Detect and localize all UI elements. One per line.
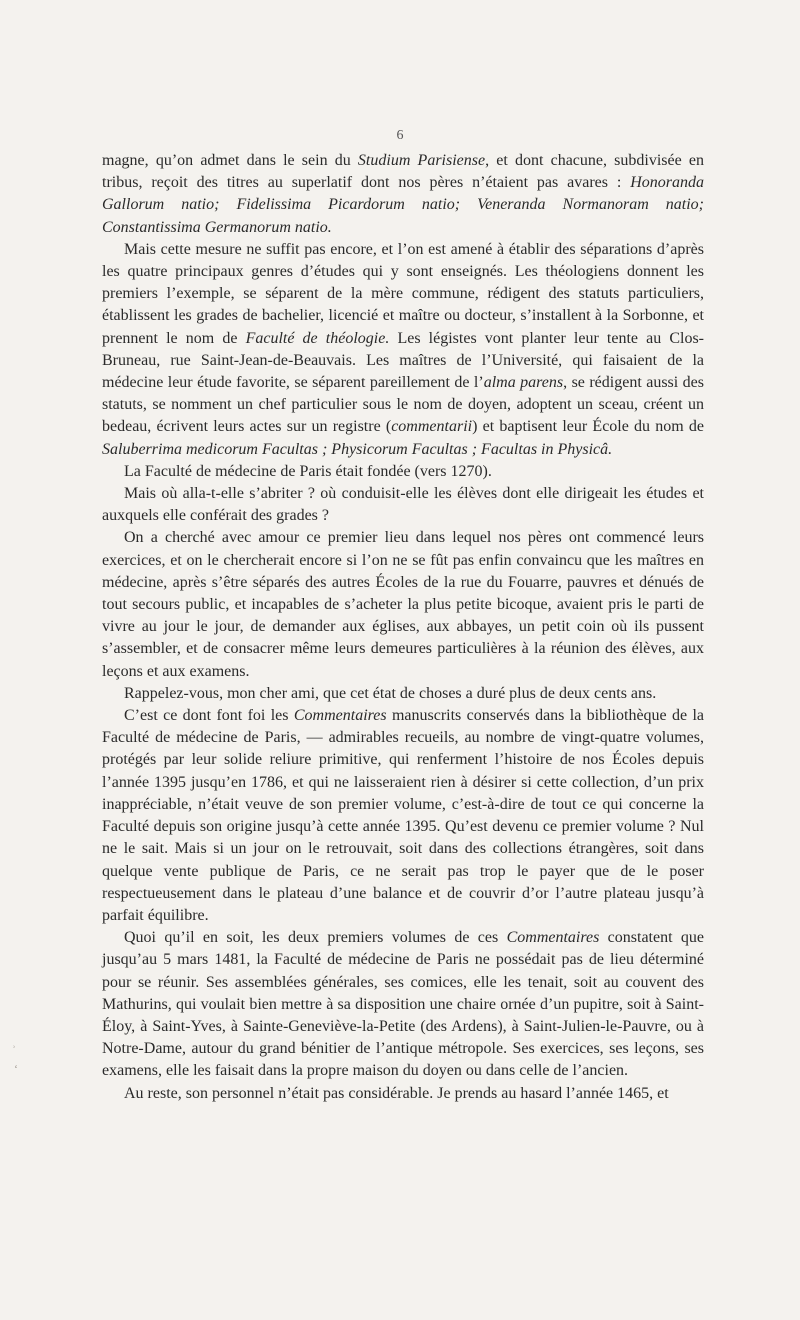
text-run: , se rédigent aussi des statuts, se nomment un chef particulier sous le nom de doyen, adoptent un sceau, créent un bedeau, écrivent leurs actes sur un registre ( — [102, 374, 705, 436]
paragraph — [102, 483, 704, 527]
text-run: Quoi qu’il en soit, les deux premiers volumes de ces — [124, 929, 507, 947]
text-run: Mais où alla-t-elle s’abriter ? où conduisit-elle les élèves dont elle dirigeait les études et auxquels elle conférait des grades ? — [102, 485, 704, 525]
italic-text: Commentaires — [293, 707, 387, 725]
margin-mark: ʾ — [12, 1043, 16, 1057]
italic-text: Saluberrima medicorum Facultas ; Physicorum Facultas ; Facultas in Physicâ. — [102, 440, 613, 458]
body-text — [102, 150, 704, 1105]
text-run: , et dont chacune, subdivisée en tribus, reçoit des titres au superlatif dont nos pères n’étaient pas avares : — [102, 152, 704, 192]
text-run: magne, qu’on admet dans le sein du — [102, 152, 358, 169]
italic-text: Faculté de théologie. — [245, 329, 390, 347]
italic-text: commentarii — [391, 418, 473, 436]
text-run: La Faculté de médecine de Paris était fondée (vers 1270). — [124, 462, 492, 480]
text-run: C’est ce dont font foi les — [124, 707, 294, 725]
text-run: Les légistes vont planter leur tente au Clos-Bruneau, rue Saint-Jean-de-Beauvais. Les maîtres de l’Université, qui faisaient de la médecine leur étude favorite, se séparent pareillement de l’ — [102, 329, 705, 392]
text-run: Au reste, son personnel n’était pas considérable. Je prends au hasard l’année 1465, et — [124, 1084, 669, 1102]
paragraph — [102, 705, 704, 927]
paragraph — [102, 683, 704, 705]
paragraph — [102, 527, 704, 682]
text-run: Rappelez-vous, mon cher ami, que cet état de choses a duré plus de deux cents ans. — [124, 684, 657, 702]
italic-text: Studium Parisiense — [357, 152, 486, 169]
text-run: ) et baptisent leur École du nom de — [472, 418, 705, 436]
paragraph — [102, 1083, 704, 1105]
italic-text: Honoranda Gallorum natio; Fidelissima Picardorum natio; Veneranda Normanoram natio; Constantissima Germanorum natio. — [102, 174, 704, 236]
paragraph — [102, 150, 704, 239]
text-run: manuscrits conservés dans la bibliothèque de la Faculté de médecine de Paris, — admirables recueils, au nombre de vingt-quatre volumes, protégés par leur solide reliure primitive, qui renferment l’histoire de nos Écoles depuis l’année 1395 jusqu’en 1786, et qui ne laisseraient rien à désirer si cette collection, d’un prix inappréciable, n’était veuve de son premier volume, c’est-à-dire de tout ce qui concerne la Faculté depuis son origine jusqu’à cette année 1395. Qu’est devenu ce premier volume ? Nul ne le sait. Mais si un jour on le retrouvait, soit dans des collections étrangères, soit dans quelque vente publique de Paris, ce ne serait pas trop le payer que de le poser respectueusement dans le plateau d’une balance et de couvrir d’or l’autre plateau jusqu’à parfait équilibre. — [102, 707, 704, 924]
text-run: Mais cette mesure ne suffit pas encore, et l’on est amené à établir des séparations d’après les quatre principaux genres d’études qui y sont enseignés. Les théologiens donnent les premiers l’exemple, se séparent de la mère commune, rédigent des statuts particuliers, établissent les grades de bachelier, licencié et maître ou docteur, s’installent à la Sorbonne, et prennent le nom de — [102, 240, 704, 347]
text-run: On a cherché avec amour ce premier lieu dans lequel nos pères ont commencé leurs exercices, et on le chercherait encore si l’on ne se fût pas enfin convaincu que les maîtres en médecine, après s’être séparés des autres Écoles de la rue du Fouarre, pauvres et dénués de tout secours public, et incapables de s’acheter la plus petite bicoque, avaient pris le parti de vivre au jour le jour, de demander aux églises, aux abbayes, un petit coin où ils pussent s’assembler, et de consacrer même leurs demeures particulières à la réunion des élèves, aux leçons et aux examens. — [102, 529, 704, 680]
page-number: 6 — [396, 128, 404, 143]
italic-text: Commentaires — [506, 929, 600, 947]
paragraph — [102, 239, 704, 461]
italic-text: alma parens — [483, 374, 564, 392]
paragraph — [102, 461, 704, 483]
margin-mark: ʻ — [14, 1062, 18, 1076]
paragraph — [102, 927, 704, 1082]
text-run: constatent que jusqu’au 5 mars 1481, la Faculté de médecine de Paris ne possédait pas de lieu déterminé pour se réunir. Ses assemblées générales, ses comices, elle les tenait, soit au couvent des Mathurins, qui voulait bien mettre à sa disposition une chaire ornée d’un pupitre, soit à Saint-Éloy, à Saint-Yves, à Sainte-Geneviève-la-Petite (des Ardens), à Saint-Julien-le-Pauvre, ou à Notre-Dame, autour du grand bénitier de l’antique métropole. Ses exercices, ses leçons, ses examens, elle les faisait dans la propre maison du doyen ou dans celle de l’ancien. — [102, 929, 705, 1080]
